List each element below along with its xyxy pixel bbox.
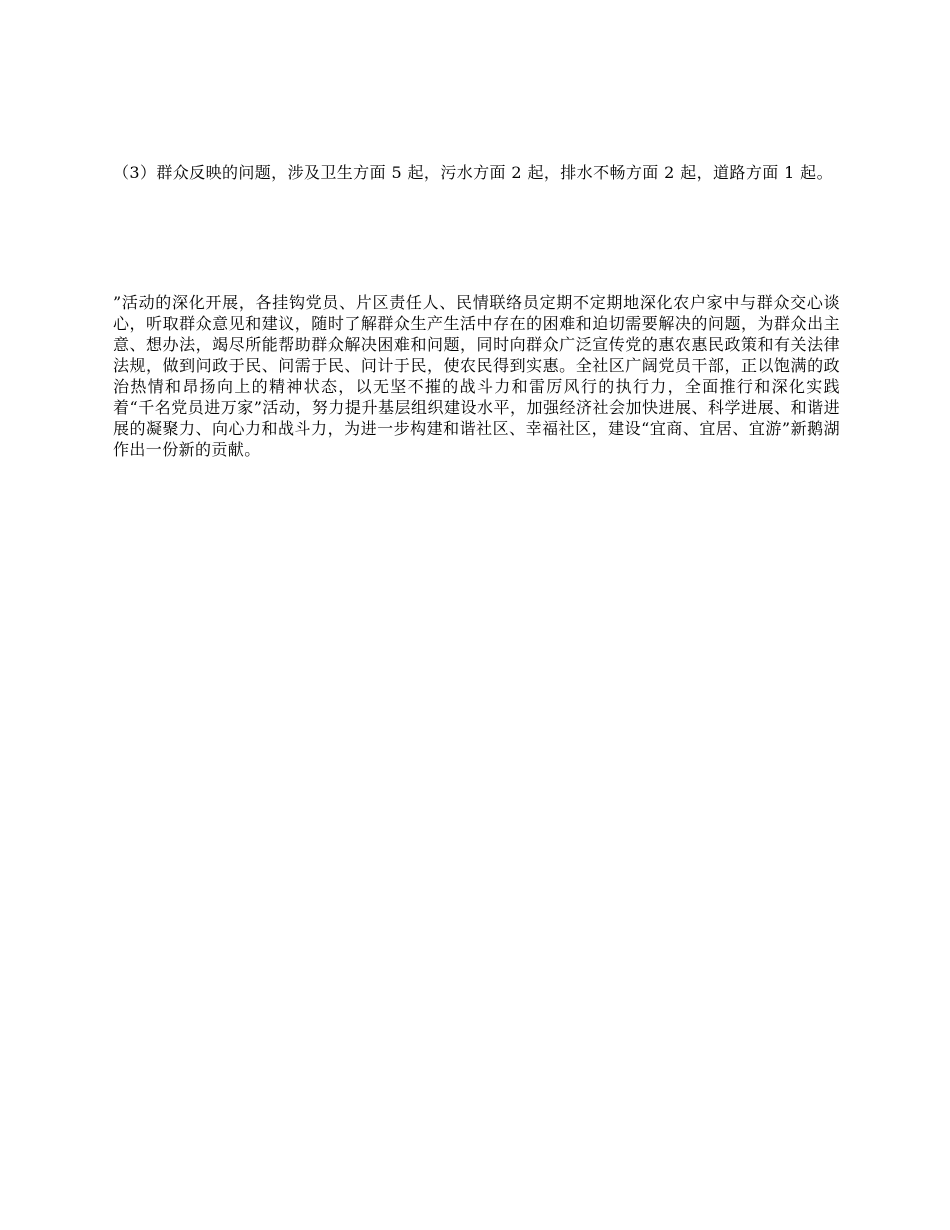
paragraph-activity-summary: ”活动的深化开展，各挂钩党员、片区责任人、民情联络员定期不定期地深化农户家中与群众交心谈心，听取群众意见和建议，随时了解群众生产生活中存在的困难和迫切需要解决的问题，为群众出主意、想办法，竭尽所能帮助群众解决困难和问题，同时向群众广泛宣传党的惠农惠民政策和有关法律法规，做到问政于民、问需于民、问计于民，使农民得到实惠。全社区广阔党员干部，正以饱满的政治热情和昂扬向上的精神状态，以无坚不摧的战斗力和雷厉风行的执行力，全面推行和深化实践着“千名党员进万家”活动，努力提升基层组织建设水平，加强经济社会加快进展、科学进展、和谐进展的凝聚力、向心力和战斗力，为进一步构建和谐社区、幸福社区，建设“宜商、宜居、宜游”新鹅湖作出一份新的贡献。 <box>113 293 840 459</box>
paragraph-issues-reported: （3）群众反映的问题，涉及卫生方面 5 起，污水方面 2 起，排水不畅方面 2 起，道路方面 1 起。 <box>113 163 833 182</box>
